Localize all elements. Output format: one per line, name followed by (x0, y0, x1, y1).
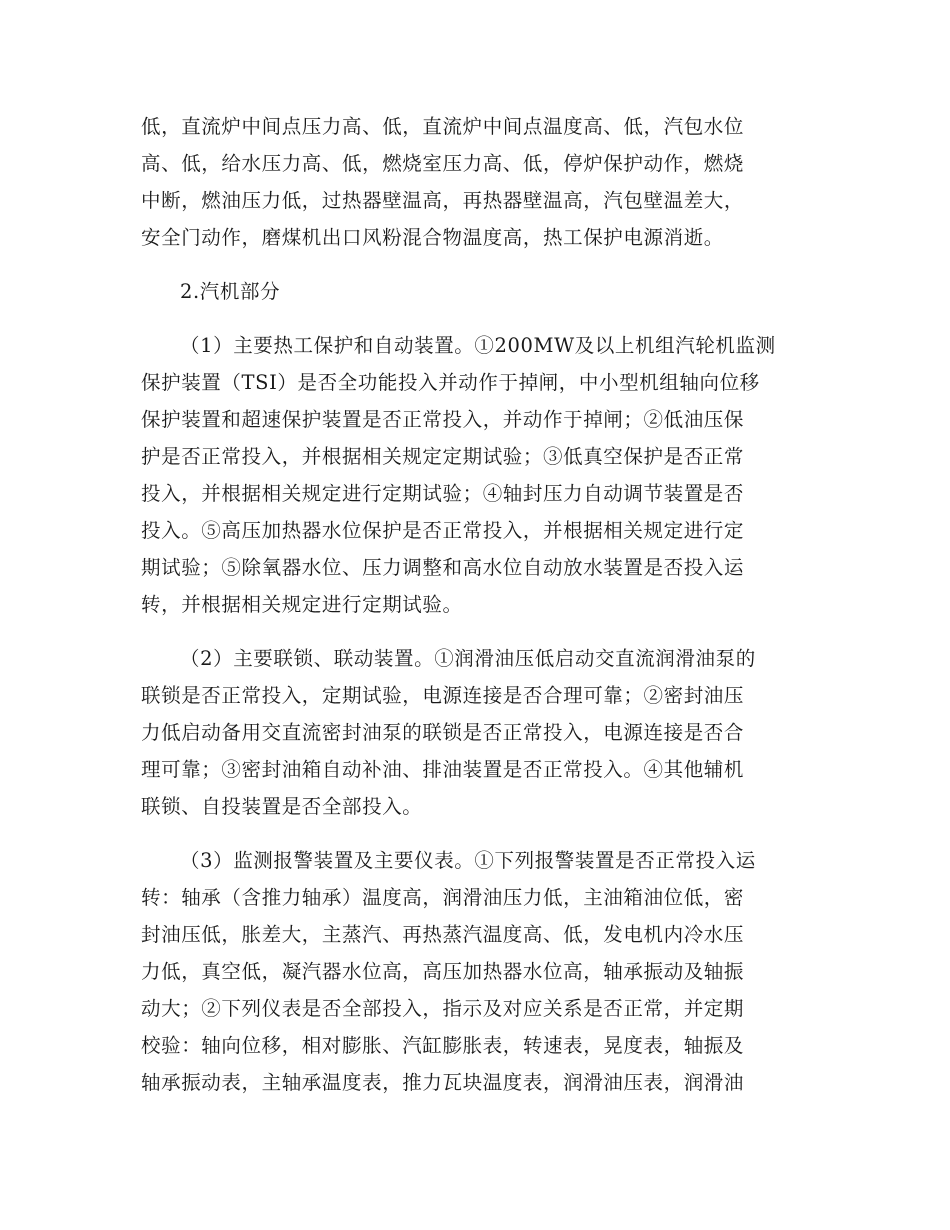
paragraph-line: 高、低，给水压力高、低，燃烧室压力高、低，停炉保护动作，燃烧 (141, 152, 745, 175)
paragraph-line: 力低，真空低，凝汽器水位高，高压加热器水位高，轴承振动及轴振 (141, 960, 745, 983)
section-heading: 2.汽机部分 (180, 280, 281, 303)
paragraph-line: 中断，燃油压力低，过热器壁温高，再热器壁温高，汽包壁温差大， (141, 189, 745, 212)
paragraph-line: 低，直流炉中间点压力高、低，直流炉中间点温度高、低，汽包水位 (141, 115, 745, 138)
paragraph-line: 联锁、自投装置是否全部投入。 (141, 795, 423, 818)
paragraph-line: 保护装置和超速保护装置是否正常投入，并动作于掉闸；②低油压保 (141, 408, 745, 431)
paragraph-line: 期试验；⑤除氧器水位、压力调整和高水位自动放水装置是否投入运 (141, 556, 745, 579)
paragraph-line: 联锁是否正常投入，定期试验，电源连接是否合理可靠；②密封油压 (141, 684, 745, 707)
paragraph-line: 轴承振动表，主轴承温度表，推力瓦块温度表，润滑油压表，润滑油 (141, 1071, 745, 1094)
paragraph-line: 力低启动备用交直流密封油泵的联锁是否正常投入，电源连接是否合 (141, 721, 745, 744)
paragraph-line: 封油压低，胀差大，主蒸汽、再热蒸汽温度高、低，发电机内冷水压 (141, 923, 745, 946)
paragraph-line: （1）主要热工保护和自动装置。①200MW及以上机组汽轮机监测 (180, 334, 776, 357)
paragraph-line: 安全门动作，磨煤机出口风粉混合物温度高，热工保护电源消逝。 (141, 226, 724, 249)
paragraph-line: 转：轴承（含推力轴承）温度高，润滑油压力低，主油箱油位低，密 (141, 886, 745, 909)
paragraph-line: 动大；②下列仪表是否全部投入，指示及对应关系是否正常，并定期 (141, 997, 745, 1020)
paragraph-line: 投入，并根据相关规定进行定期试验；④轴封压力自动调节装置是否 (141, 482, 745, 505)
paragraph-line: 投入。⑤高压加热器水位保护是否正常投入，并根据相关规定进行定 (141, 519, 745, 542)
paragraph-line: 校验：轴向位移，相对膨胀、汽缸膨胀表，转速表，晃度表，轴振及 (141, 1034, 745, 1057)
paragraph-line: 护是否正常投入，并根据相关规定定期试验；③低真空保护是否正常 (141, 445, 745, 468)
paragraph-line: 保护装置（TSI）是否全功能投入并动作于掉闸，中小型机组轴向位移 (141, 371, 760, 394)
paragraph-line: 理可靠；③密封油箱自动补油、排油装置是否正常投入。④其他辅机 (141, 758, 745, 781)
paragraph-line: （3）监测报警装置及主要仪表。①下列报警装置是否正常投入运 (180, 849, 756, 872)
paragraph-line: 转，并根据相关规定进行定期试验。 (141, 593, 463, 616)
paragraph-line: （2）主要联锁、联动装置。①润滑油压低启动交直流润滑油泵的 (180, 647, 756, 670)
